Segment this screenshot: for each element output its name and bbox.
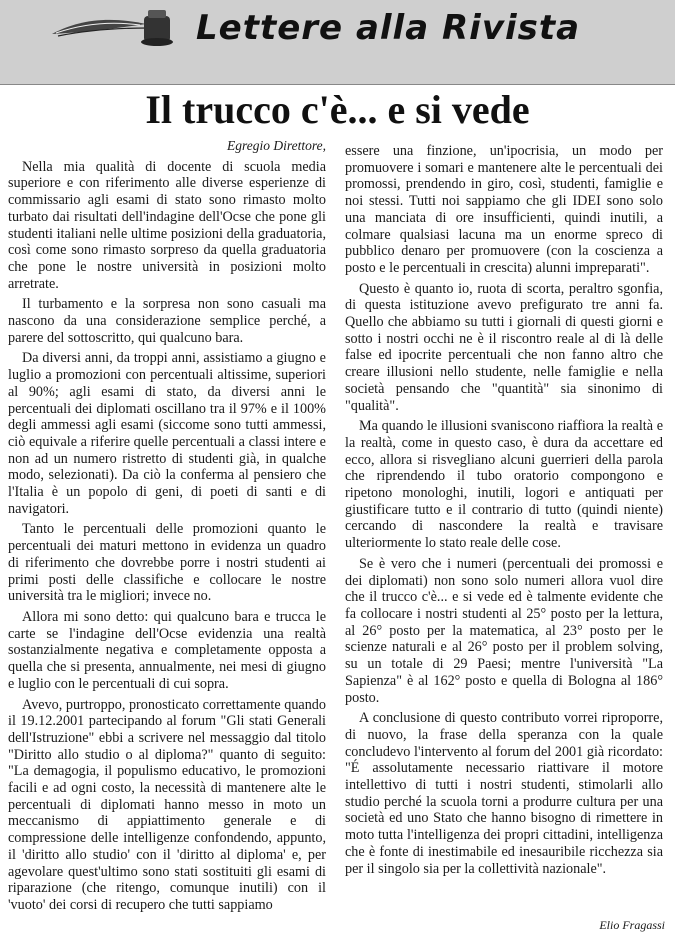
paragraph: Allora mi sono detto: qui qualcuno bara e trucca le carte se l'indagine dell'Ocse evidenzia una realtà sostanzialmente negativa e completamente opposta a quella che si presenta, annualmente, nei mesi di giugno e luglio con le percentuali di cui sopra. <box>8 608 326 692</box>
article-column-left <box>8 138 326 918</box>
article-title: Il trucco c'è... e si vede <box>145 87 530 132</box>
paragraph: Il turbamento e la sorpresa non sono casuali ma nascono da una considerazione semplice perché, a parere del sottoscritto, qui qualcuno bara. <box>8 296 326 346</box>
paragraph: Da diversi anni, da troppi anni, assistiamo a giugno e luglio a promozioni con percentuali altissime, superiori al 90%; agli esami di stato, da diversi anni le percentuali dei diplomati oscillano tra il 97% e il 100% degli ammessi agli esami (siccome sono tutti ammessi, ciò equivale a riferire quelle percentuali a classi intere e non ad un numero ristretto di studenti già, in qualche modo, selezionati). Da ciò la conferma al pensiero che l'Italia è un popolo di geni, di poeti di santi e di navigatori. <box>8 350 326 517</box>
paragraph: A conclusione di questo contributo vorrei riproporre, di nuovo, la frase della speranza con la quale concludevo l'intervento al forum del 2001 già ricordato: "É assolutamente necessario riattivare il motore intellettivo di tutti i nostri studenti, stimolarli allo studio perché la scuola torni a produrre cultura per una società ed uno Stato che hanno bisogno di rimettere in moto tutta l'intelligenza dei propri cittadini, intelligenza che è fonte di inestimabile ed inesauribile ricchezza sia per il singolo sia per la collettività nazionale". <box>345 710 663 877</box>
section-header-band <box>0 0 675 84</box>
paragraph: essere una finzione, un'ipocrisia, un modo per promuovere i somari e mantenere alte le percentuali dei promossi, prendendo in giro, così, studenti, famiglie e noi stessi. Tutti noi sappiamo che gli IDEI sono solo una manciata di ore insufficienti, quindi inutili, a colmare qualsiasi lacuna ma un enorme spreco di pubblico denaro per promuovere (con la coscienza a posto e le percentuali in crescita) alunni impreparati". <box>345 143 663 276</box>
author-signature: Elio Fragassi <box>599 918 665 932</box>
paragraph: Tanto le percentuali delle promozioni quanto le percentuali dei maturi mettono in evidenza un quadro di riferimento che dovrebbe porre i nostri studenti ai primi posti delle classifiche e collocare le nostre università tra le migliori; invece no. <box>8 521 326 605</box>
quill-and-inkwell-icon <box>48 6 178 50</box>
salutation: Egregio Direttore, <box>227 138 326 153</box>
paragraph: Se è vero che i numeri (percentuali dei promossi e dei diplomati) non sono solo numeri allora vuol dire che il trucco c'è... e si vede ed è talmente evidente che fa collocare i nostri studenti al 25° posto per la lettura, al 26° posto per la matematica, al 23° posto per le scienze naturali e al 26° posto per il problem solving, su un totale di 29 Paesi; mentre l'università "La Sapienza" è al 162° posto e quella di Bologna al 186° posto. <box>345 555 663 706</box>
paragraph: Questo è quanto io, ruota di scorta, peraltro sgonfia, di questa istituzione avevo prefigurato tre anni fa. Quello che abbiamo su tutti i giornali di questi giorni e sotto i nostri occhi ne è il riscontro reale al di là delle false ed ipocrite percentuali che non fanno altro che creare illusioni nello studente, nelle famiglie e nella società pensando che "quantità" sia sinonimo di "qualità". <box>345 280 663 414</box>
paragraph: Ma quando le illusioni svaniscono riaffiora la realtà e la realtà, come in questo caso, è dura da accettare ed ecco, allora si risvegliano alcuni guerrieri della parola che riprendendo il tubo oratorio compongono e ripetono monologhi, inutili, logori e antiquati per giustificare tutto e il contrario di tutto (quindi niente) cercando di nascondere la realtà e travisare ulteriormente lo stato reale delle cose. <box>345 418 663 552</box>
paragraph: Nella mia qualità di docente di scuola media superiore e con riferimento alle diverse esperienze di commissario agli esami di stato sono rimasto molto turbato dai risultati dell'indagine dell'Ocse che pone gli studenti italiani nelle ultime posizioni della graduatoria, così come sono rimasto sorpreso da quella graduatoria che pone le nostre università in posizioni molto arretrate. <box>8 158 326 292</box>
section-title: Lettere alla Rivista <box>196 8 581 48</box>
paragraph: Avevo, purtroppo, pronosticato correttamente quando il 19.12.2001 partecipando al forum "Gli stati Generali dell'Istruzione" ebbi a scrivere nel messaggio dal titolo "Diritto allo studio o al diploma?" quanto di seguito: "La demagogia, il populismo educativo, le promozioni facili e ad ogni costo, la necessità di mantenere alte le percentuali di diplomati hanno messo in moto un meccanismo di appiattimento generale e di compressione delle intelligenze confondendo, appunto, il 'diritto allo studio' con il 'diritto al diploma' e, per agevolare quest'ultimo sono stati sostituiti gli esami di riparazione (che ritengo, comunque inutili) con il 'vuoto' dei corsi di recupero che tutti sappiamo <box>8 696 326 913</box>
header-divider <box>0 84 675 85</box>
article-column-right <box>345 143 663 881</box>
